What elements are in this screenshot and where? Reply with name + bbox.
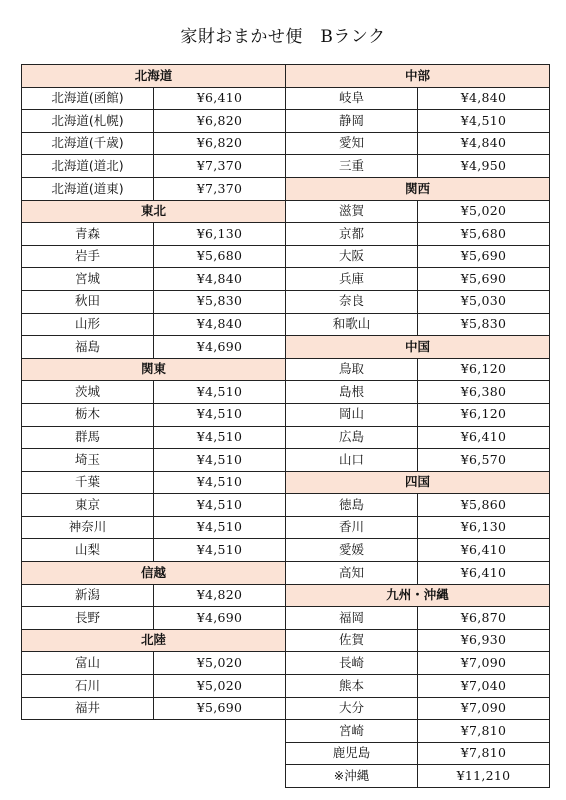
prefecture-cell: 兵庫 bbox=[286, 268, 418, 291]
table-row bbox=[286, 426, 550, 449]
price-cell: ¥4,510 bbox=[418, 110, 550, 133]
table-row bbox=[22, 607, 286, 630]
rate-table bbox=[21, 64, 286, 720]
price-cell: ¥6,410 bbox=[418, 562, 550, 585]
prefecture-cell: 群馬 bbox=[22, 426, 154, 449]
prefecture-cell: 島根 bbox=[286, 381, 418, 404]
region-name: 関東 bbox=[22, 358, 286, 381]
table-row bbox=[22, 675, 286, 698]
prefecture-cell: 宮城 bbox=[22, 268, 154, 291]
table-row bbox=[22, 245, 286, 268]
price-cell: ¥5,020 bbox=[418, 200, 550, 223]
prefecture-cell: 埼玉 bbox=[22, 449, 154, 472]
table-row bbox=[286, 539, 550, 562]
table-row bbox=[22, 449, 286, 472]
prefecture-cell: 北海道(函館) bbox=[22, 87, 154, 110]
table-row bbox=[286, 200, 550, 223]
region-header-row bbox=[286, 177, 550, 200]
table-row bbox=[286, 765, 550, 788]
rate-table bbox=[285, 64, 550, 788]
price-cell: ¥5,690 bbox=[154, 697, 286, 720]
table-row bbox=[286, 562, 550, 585]
prefecture-cell: 和歌山 bbox=[286, 313, 418, 336]
price-cell: ¥6,410 bbox=[418, 426, 550, 449]
price-cell: ¥6,130 bbox=[418, 516, 550, 539]
table-row bbox=[286, 110, 550, 133]
price-cell: ¥6,380 bbox=[418, 381, 550, 404]
table-row bbox=[22, 403, 286, 426]
table-row bbox=[22, 381, 286, 404]
prefecture-cell: 岩手 bbox=[22, 245, 154, 268]
table-row bbox=[286, 449, 550, 472]
prefecture-cell: 高知 bbox=[286, 562, 418, 585]
price-cell: ¥6,870 bbox=[418, 607, 550, 630]
price-cell: ¥4,510 bbox=[154, 494, 286, 517]
prefecture-cell: 石川 bbox=[22, 675, 154, 698]
table-row bbox=[22, 110, 286, 133]
table-row bbox=[22, 177, 286, 200]
price-cell: ¥6,410 bbox=[154, 87, 286, 110]
price-cell: ¥7,370 bbox=[154, 177, 286, 200]
page-title: 家財おまかせ便 Bランク bbox=[180, 27, 386, 47]
region-name: 北海道 bbox=[22, 65, 286, 88]
prefecture-cell: 山口 bbox=[286, 449, 418, 472]
table-row bbox=[22, 155, 286, 178]
table-row bbox=[22, 87, 286, 110]
prefecture-cell: 熊本 bbox=[286, 675, 418, 698]
prefecture-cell: 福井 bbox=[22, 697, 154, 720]
prefecture-cell: 香川 bbox=[286, 516, 418, 539]
prefecture-cell: 長野 bbox=[22, 607, 154, 630]
table-row bbox=[286, 381, 550, 404]
region-name: 四国 bbox=[286, 471, 550, 494]
table-row bbox=[286, 223, 550, 246]
table-row bbox=[286, 720, 550, 743]
region-name: 中部 bbox=[286, 65, 550, 88]
price-cell: ¥4,840 bbox=[154, 313, 286, 336]
price-cell: ¥4,950 bbox=[418, 155, 550, 178]
price-cell: ¥6,820 bbox=[154, 132, 286, 155]
table-row bbox=[286, 675, 550, 698]
price-cell: ¥6,820 bbox=[154, 110, 286, 133]
prefecture-cell: 山形 bbox=[22, 313, 154, 336]
table-row bbox=[286, 516, 550, 539]
price-cell: ¥4,840 bbox=[154, 268, 286, 291]
price-cell: ¥5,860 bbox=[418, 494, 550, 517]
prefecture-cell: 滋賀 bbox=[286, 200, 418, 223]
table-row bbox=[286, 155, 550, 178]
table-row bbox=[22, 132, 286, 155]
prefecture-cell: 愛媛 bbox=[286, 539, 418, 562]
prefecture-cell: 茨城 bbox=[22, 381, 154, 404]
price-cell: ¥7,370 bbox=[154, 155, 286, 178]
price-cell: ¥4,510 bbox=[154, 516, 286, 539]
price-cell: ¥5,020 bbox=[154, 652, 286, 675]
table-row bbox=[22, 652, 286, 675]
region-header-row bbox=[286, 471, 550, 494]
price-cell: ¥7,090 bbox=[418, 652, 550, 675]
price-table-left bbox=[21, 64, 286, 720]
prefecture-cell: 北海道(千歳) bbox=[22, 132, 154, 155]
table-row bbox=[286, 358, 550, 381]
table-row bbox=[286, 245, 550, 268]
price-cell: ¥5,020 bbox=[154, 675, 286, 698]
table-row bbox=[286, 268, 550, 291]
price-cell: ¥6,120 bbox=[418, 358, 550, 381]
prefecture-cell: 山梨 bbox=[22, 539, 154, 562]
prefecture-cell: 神奈川 bbox=[22, 516, 154, 539]
price-cell: ¥4,840 bbox=[418, 132, 550, 155]
table-row bbox=[286, 494, 550, 517]
table-row bbox=[22, 223, 286, 246]
prefecture-cell: ※沖縄 bbox=[286, 765, 418, 788]
price-cell: ¥5,830 bbox=[418, 313, 550, 336]
price-cell: ¥4,510 bbox=[154, 449, 286, 472]
price-cell: ¥11,210 bbox=[418, 765, 550, 788]
price-cell: ¥4,840 bbox=[418, 87, 550, 110]
price-cell: ¥4,510 bbox=[154, 381, 286, 404]
table-row bbox=[286, 652, 550, 675]
prefecture-cell: 秋田 bbox=[22, 290, 154, 313]
table-row bbox=[286, 629, 550, 652]
prefecture-cell: 岡山 bbox=[286, 403, 418, 426]
prefecture-cell: 広島 bbox=[286, 426, 418, 449]
prefecture-cell: 北海道(道東) bbox=[22, 177, 154, 200]
price-cell: ¥5,830 bbox=[154, 290, 286, 313]
prefecture-cell: 京都 bbox=[286, 223, 418, 246]
region-header-row bbox=[22, 65, 286, 88]
prefecture-cell: 鹿児島 bbox=[286, 742, 418, 765]
price-cell: ¥6,570 bbox=[418, 449, 550, 472]
table-row bbox=[286, 290, 550, 313]
region-name: 信越 bbox=[22, 562, 286, 585]
prefecture-cell: 長崎 bbox=[286, 652, 418, 675]
table-row bbox=[22, 697, 286, 720]
table-row bbox=[286, 607, 550, 630]
prefecture-cell: 東京 bbox=[22, 494, 154, 517]
table-row bbox=[286, 742, 550, 765]
price-cell: ¥4,820 bbox=[154, 584, 286, 607]
price-cell: ¥5,680 bbox=[154, 245, 286, 268]
prefecture-cell: 福島 bbox=[22, 336, 154, 359]
prefecture-cell: 徳島 bbox=[286, 494, 418, 517]
region-header-row bbox=[22, 562, 286, 585]
table-row bbox=[22, 268, 286, 291]
prefecture-cell: 三重 bbox=[286, 155, 418, 178]
table-row bbox=[22, 290, 286, 313]
table-row bbox=[22, 516, 286, 539]
prefecture-cell: 岐阜 bbox=[286, 87, 418, 110]
price-cell: ¥4,510 bbox=[154, 539, 286, 562]
prefecture-cell: 福岡 bbox=[286, 607, 418, 630]
region-name: 九州・沖縄 bbox=[286, 584, 550, 607]
table-row bbox=[22, 494, 286, 517]
prefecture-cell: 北海道(札幌) bbox=[22, 110, 154, 133]
table-row bbox=[22, 471, 286, 494]
price-cell: ¥7,810 bbox=[418, 742, 550, 765]
region-header-row bbox=[286, 65, 550, 88]
prefecture-cell: 鳥取 bbox=[286, 358, 418, 381]
table-row bbox=[22, 584, 286, 607]
table-row bbox=[22, 336, 286, 359]
price-cell: ¥6,410 bbox=[418, 539, 550, 562]
table-row bbox=[286, 403, 550, 426]
table-row bbox=[22, 426, 286, 449]
prefecture-cell: 青森 bbox=[22, 223, 154, 246]
prefecture-cell: 富山 bbox=[22, 652, 154, 675]
region-header-row bbox=[22, 200, 286, 223]
table-row bbox=[22, 539, 286, 562]
table-row bbox=[286, 87, 550, 110]
region-name: 中国 bbox=[286, 336, 550, 359]
price-table-right bbox=[285, 64, 550, 788]
region-header-row bbox=[286, 584, 550, 607]
prefecture-cell: 北海道(道北) bbox=[22, 155, 154, 178]
price-cell: ¥4,690 bbox=[154, 336, 286, 359]
price-cell: ¥4,690 bbox=[154, 607, 286, 630]
price-cell: ¥6,120 bbox=[418, 403, 550, 426]
price-cell: ¥5,690 bbox=[418, 245, 550, 268]
region-header-row bbox=[286, 336, 550, 359]
price-cell: ¥4,510 bbox=[154, 426, 286, 449]
price-cell: ¥4,510 bbox=[154, 471, 286, 494]
prefecture-cell: 栃木 bbox=[22, 403, 154, 426]
prefecture-cell: 千葉 bbox=[22, 471, 154, 494]
price-cell: ¥6,930 bbox=[418, 629, 550, 652]
price-cell: ¥7,810 bbox=[418, 720, 550, 743]
table-row bbox=[286, 697, 550, 720]
region-name: 関西 bbox=[286, 177, 550, 200]
region-name: 東北 bbox=[22, 200, 286, 223]
price-cell: ¥7,040 bbox=[418, 675, 550, 698]
price-cell: ¥6,130 bbox=[154, 223, 286, 246]
prefecture-cell: 大阪 bbox=[286, 245, 418, 268]
price-cell: ¥5,030 bbox=[418, 290, 550, 313]
prefecture-cell: 新潟 bbox=[22, 584, 154, 607]
region-header-row bbox=[22, 629, 286, 652]
prefecture-cell: 愛知 bbox=[286, 132, 418, 155]
table-row bbox=[22, 313, 286, 336]
price-cell: ¥7,090 bbox=[418, 697, 550, 720]
prefecture-cell: 大分 bbox=[286, 697, 418, 720]
region-name: 北陸 bbox=[22, 629, 286, 652]
price-cell: ¥4,510 bbox=[154, 403, 286, 426]
prefecture-cell: 佐賀 bbox=[286, 629, 418, 652]
table-row bbox=[286, 313, 550, 336]
prefecture-cell: 静岡 bbox=[286, 110, 418, 133]
table-row bbox=[286, 132, 550, 155]
prefecture-cell: 奈良 bbox=[286, 290, 418, 313]
prefecture-cell: 宮崎 bbox=[286, 720, 418, 743]
price-cell: ¥5,680 bbox=[418, 223, 550, 246]
region-header-row bbox=[22, 358, 286, 381]
price-cell: ¥5,690 bbox=[418, 268, 550, 291]
